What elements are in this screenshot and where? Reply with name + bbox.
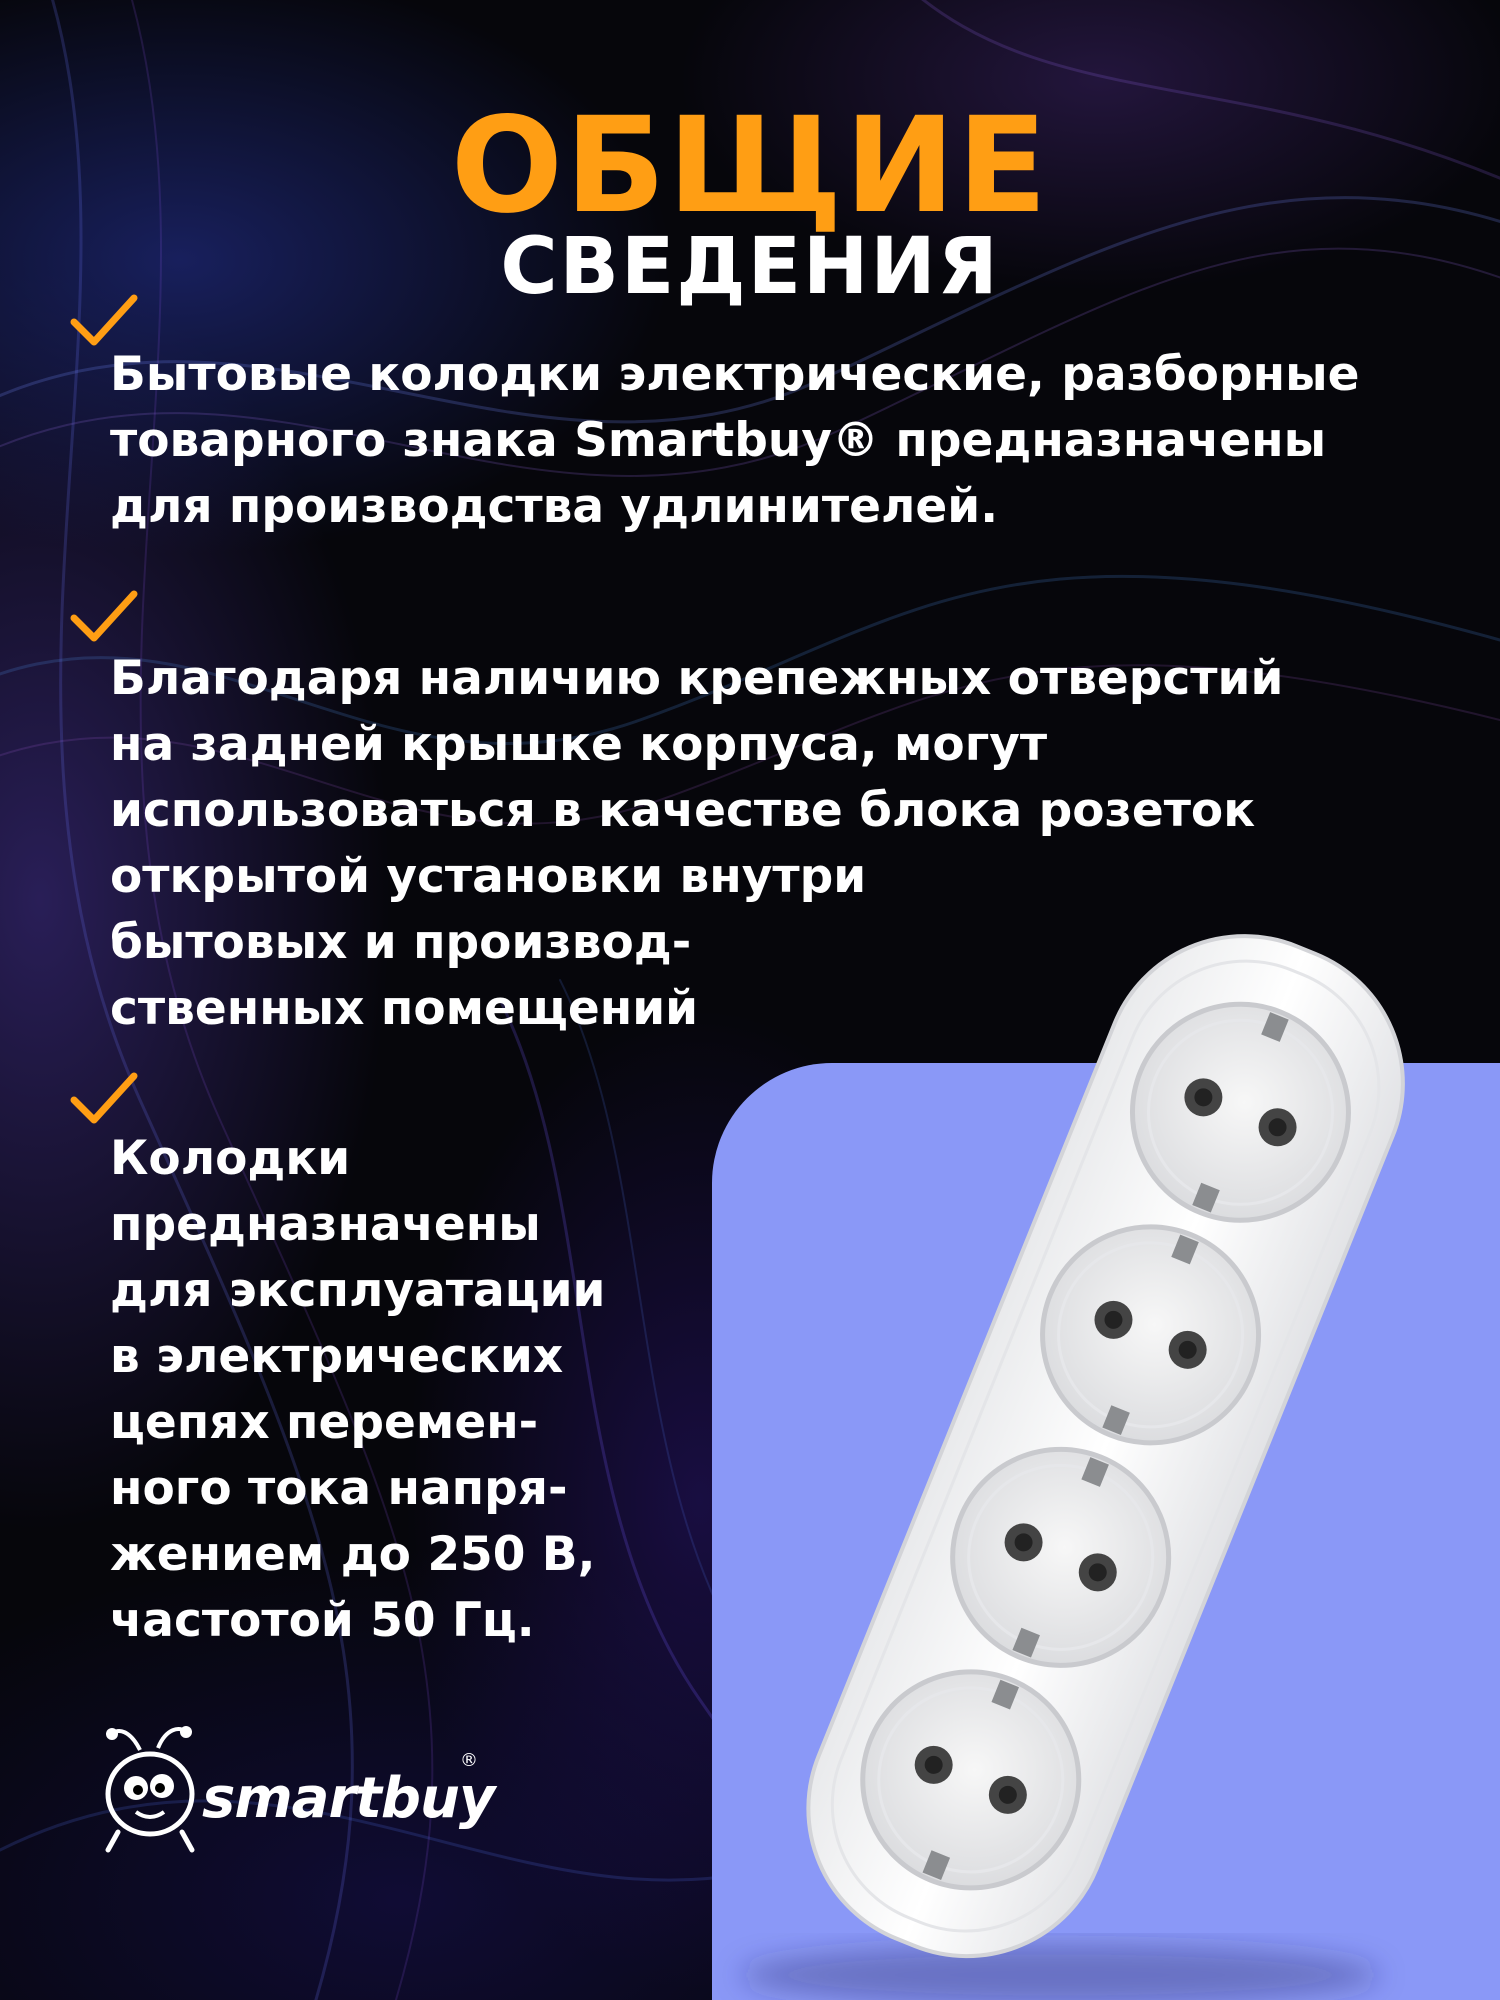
bullet-1-line: Бытовые колодки электрические, разборные xyxy=(110,347,1360,402)
bullet-1-line: для производства удлинителей. xyxy=(110,479,999,534)
bullet-3-line: в электрических xyxy=(110,1329,564,1384)
bullet-2-line: Благодаря наличию крепежных отверстий xyxy=(110,651,1284,706)
bullet-text-1 xyxy=(110,342,1359,540)
bullet-3-line: Колодки xyxy=(110,1131,351,1186)
checkmark-icon xyxy=(68,292,140,348)
bullet-3-line: цепях перемен- xyxy=(110,1395,539,1450)
logo-wordmark: smartbuy xyxy=(202,1766,495,1831)
bullet-3-line: частотой 50 Гц. xyxy=(110,1593,535,1648)
bullet-2-line: открытой установки внутри xyxy=(110,849,867,904)
power-strip-image xyxy=(700,900,1480,2000)
smartbuy-mascot-icon xyxy=(100,1720,210,1860)
bullet-3-line: предназначены xyxy=(110,1197,541,1252)
checkmark-icon xyxy=(68,1070,140,1126)
bullet-2-line: бытовых и производ- xyxy=(110,915,692,970)
bullet-2-line: использоваться в качестве блока розеток xyxy=(110,783,1256,838)
bullet-2-line: ственных помещений xyxy=(110,981,699,1036)
checkmark-icon xyxy=(68,588,140,644)
title-line1: ОБЩИЕ xyxy=(450,89,1050,243)
bullet-3-line: ного тока напря- xyxy=(110,1461,568,1516)
bullet-3-line: жением до 250 В, xyxy=(110,1527,596,1582)
brand-logo xyxy=(100,1720,500,1860)
bullet-1-line: товарного знака Smartbuy® предназначены xyxy=(110,413,1327,468)
title-line2: СВЕДЕНИЯ xyxy=(500,222,1000,312)
bullet-text-2 xyxy=(110,646,1283,1042)
bullet-text-3 xyxy=(110,1126,605,1654)
logo-registered-mark: ® xyxy=(460,1750,478,1771)
bullet-3-line: для эксплуатации xyxy=(110,1263,606,1318)
bullet-2-line: на задней крышке корпуса, могут xyxy=(110,717,1048,772)
